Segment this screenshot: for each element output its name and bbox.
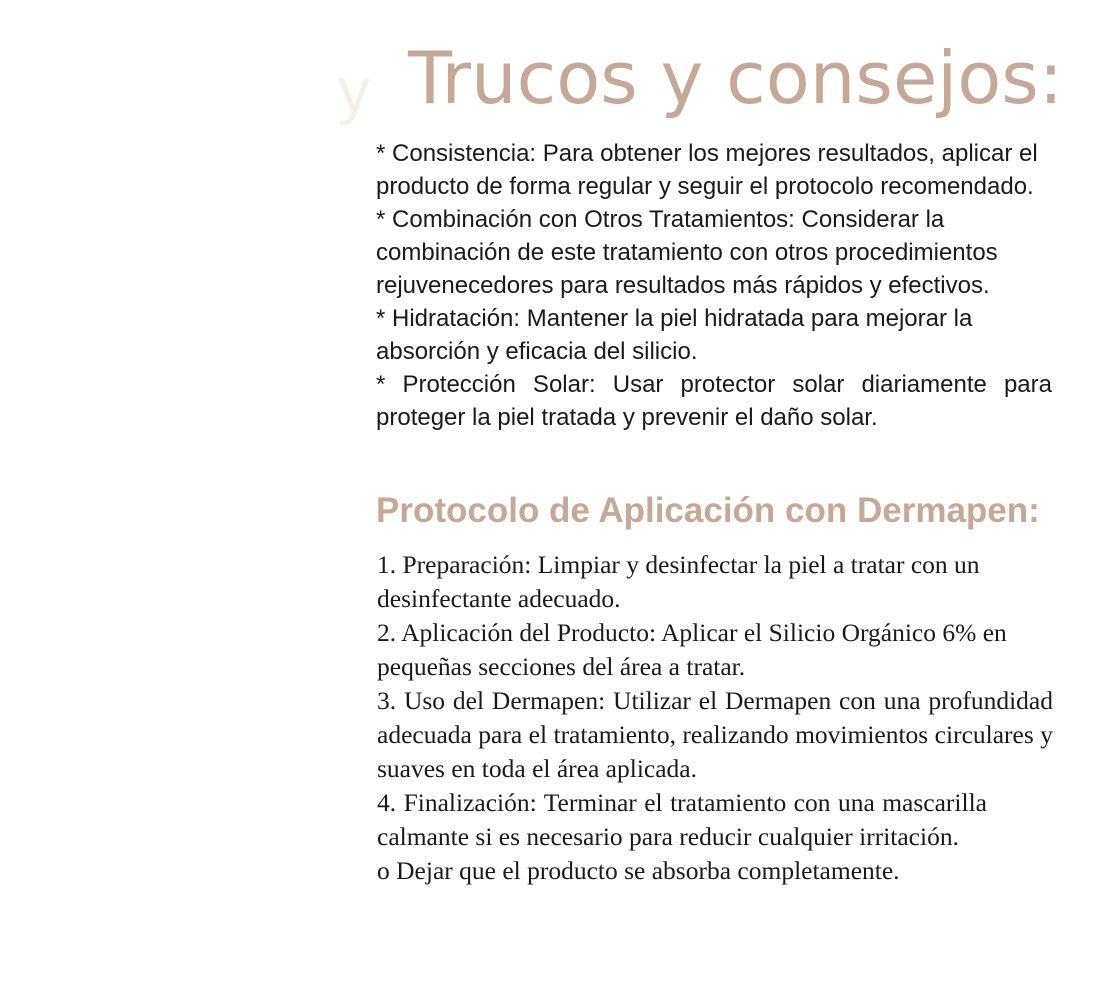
tip-combination: * Combinación con Otros Tratamientos: Considerar la combinación de este tratamiento con otros procedimientos rejuvenecedores para resultados más rápidos y efectivos. (376, 206, 998, 299)
tip-consistency: * Consistencia: Para obtener los mejores resultados, aplicar el producto de forma regular y seguir el protocolo recomendado. (376, 140, 1038, 200)
tip-hydration: * Hidratación: Mantener la piel hidratada para mejorar la absorción y eficacia del silicio. (376, 305, 973, 365)
step-absorption-note: o Dejar que el producto se absorba completamente. (377, 856, 900, 885)
step-product-application: 2. Aplicación del Producto: Aplicar el Silicio Orgánico 6% en pequeñas secciones del área a tratar. (377, 618, 1007, 681)
page-title: Trucos y consejos: (408, 36, 1064, 120)
tip-sun-protection: * Protección Solar: Usar protector solar diariamente para proteger la piel tratada y prevenir el daño solar. (376, 371, 1052, 431)
faded-letter-mark: y (338, 54, 370, 126)
tips-list (376, 137, 1066, 434)
protocol-steps-list (377, 548, 1077, 888)
protocol-heading: Protocolo de Aplicación con Dermapen: (376, 491, 1040, 530)
step-finalization: 4. Finalización: Terminar el tratamiento con una mascarilla calmante si es necesario para reducir cualquier irritación. (377, 788, 987, 851)
step-dermapen-use: 3. Uso del Dermapen: Utilizar el Dermapen con una profundidad adecuada para el tratamiento, realizando movimientos circulares y suaves en toda el área aplicada. (377, 686, 1053, 783)
step-preparation: 1. Preparación: Limpiar y desinfectar la piel a tratar con un desinfectante adecuado. (377, 550, 980, 613)
